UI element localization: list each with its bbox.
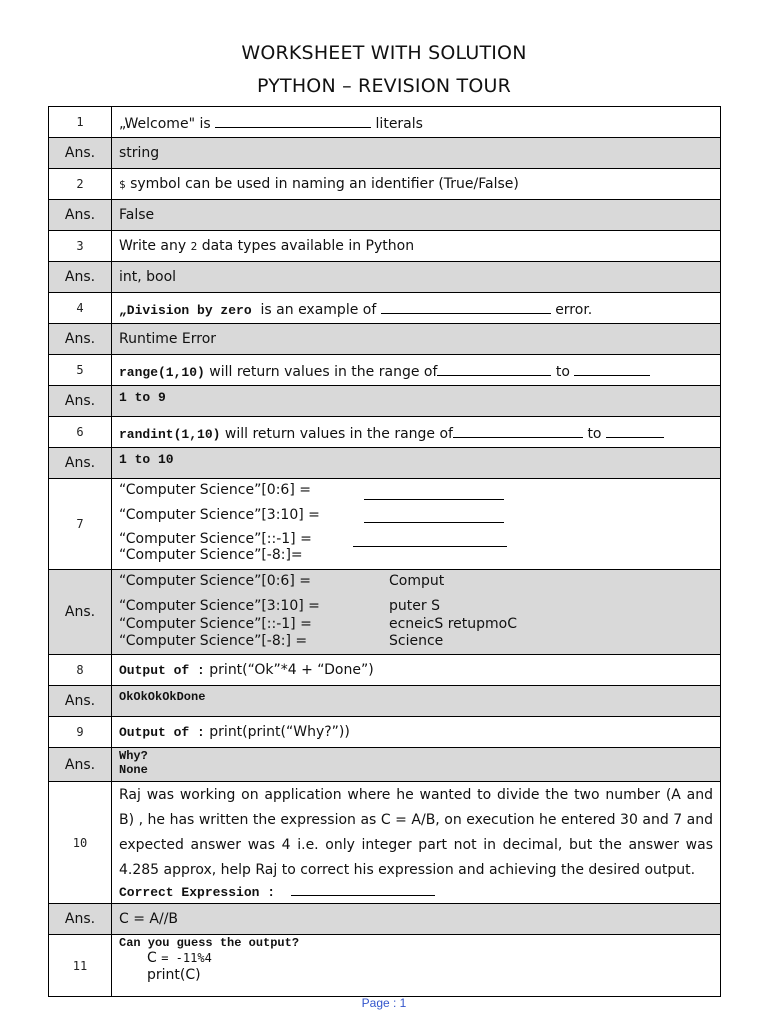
ans-label: Ans. (49, 324, 112, 355)
answer-row (49, 748, 721, 782)
question-text (112, 417, 721, 448)
question-text (112, 935, 721, 997)
answer-row (49, 570, 721, 655)
answer-blank (291, 881, 435, 896)
answer-text (112, 570, 721, 655)
ans-label: Ans. (49, 448, 112, 479)
answer-row (49, 904, 721, 935)
question-number: 3 (49, 231, 112, 262)
q8-code: print(“Ok”*4 + “Done”) (209, 662, 374, 678)
answer-blank (453, 423, 583, 438)
guess-output-prompt: Can you guess the output? (119, 936, 300, 950)
question-row (49, 782, 721, 904)
question-row (49, 655, 721, 686)
question-text (112, 782, 721, 904)
correct-expression-label: Correct Expression : (119, 885, 276, 900)
q9-code: print(print(“Why?”)) (209, 724, 350, 740)
dollar-symbol: $ (119, 178, 126, 191)
ans-label: Ans. (49, 262, 112, 293)
code-line: print(C) (147, 967, 201, 983)
q5-mid: will return values in the range of (209, 363, 438, 380)
question-row (49, 355, 721, 386)
q3-pre: Write any (119, 238, 187, 254)
question-text (112, 355, 721, 386)
q1-post: literals (375, 115, 423, 132)
ans-label: Ans. (49, 138, 112, 169)
slice-expression: “Computer Science”[0:6] = (119, 573, 311, 589)
q3-count: 2 (190, 240, 198, 253)
slice-expression: “Computer Science”[3:10] = (119, 598, 320, 614)
ans-label: Ans. (49, 904, 112, 935)
answer-row (49, 686, 721, 717)
question-row (49, 293, 721, 324)
question-number: 1 (49, 107, 112, 138)
question-number: 7 (49, 479, 112, 570)
ans-label: Ans. (49, 686, 112, 717)
answer-row (49, 448, 721, 479)
q3-post: data types available in Python (201, 238, 415, 254)
q4-post: error. (555, 301, 593, 318)
slice-expression: “Computer Science”[-8:] = (119, 633, 308, 649)
worksheet-title: WORKSHEET WITH SOLUTION (241, 42, 527, 64)
slice-expression: “Computer Science”[::-1] = (119, 531, 312, 547)
question-text (112, 231, 721, 262)
question-number: 6 (49, 417, 112, 448)
ans-label: Ans. (49, 748, 112, 782)
answer-blank (215, 113, 371, 128)
slice-expression: “Computer Science”[3:10] = (119, 507, 320, 523)
answer-row (49, 138, 721, 169)
q6-code: randint(1,10) (119, 426, 221, 442)
slice-expression: “Computer Science”[::-1] = (119, 616, 312, 632)
question-row (49, 417, 721, 448)
question-text (112, 655, 721, 686)
question-text (112, 479, 721, 570)
answer-text: C = A//B (112, 904, 721, 935)
answer-blank (364, 522, 504, 523)
answer-line: Why? (119, 749, 148, 763)
worksheet-table (48, 106, 721, 997)
code-expr: = -11%4 (161, 951, 212, 965)
answer-text: 1 to 9 (112, 386, 721, 417)
answer-text: False (112, 200, 721, 231)
slice-expression: “Computer Science”[-8:]= (119, 547, 303, 563)
question-number: 4 (49, 293, 112, 324)
ans-label: Ans. (49, 200, 112, 231)
question-text (112, 107, 721, 138)
question-row (49, 717, 721, 748)
answer-blank (364, 499, 504, 500)
question-text (112, 293, 721, 324)
question-number: 5 (49, 355, 112, 386)
answer-line: None (119, 763, 148, 777)
answer-row (49, 386, 721, 417)
page-number: Page : 1 (361, 996, 407, 1010)
answer-text: string (112, 138, 721, 169)
slice-result: ecneicS retupmoC (389, 616, 518, 632)
question-number: 2 (49, 169, 112, 200)
answer-row (49, 324, 721, 355)
question-row (49, 169, 721, 200)
slice-result: puter S (389, 598, 440, 614)
question-row (49, 479, 721, 570)
question-number: 8 (49, 655, 112, 686)
answer-text: 1 to 10 (112, 448, 721, 479)
output-of-label: Output of : (119, 663, 205, 678)
q4-mid: is an example of (260, 301, 377, 318)
answer-row (49, 262, 721, 293)
question-row (49, 107, 721, 138)
q1-pre: „Welcome" is (119, 115, 211, 132)
q4-code: „Division by zero (119, 302, 252, 318)
output-of-label: Output of : (119, 725, 205, 740)
question-row (49, 935, 721, 997)
answer-blank (606, 423, 664, 438)
question-number: 9 (49, 717, 112, 748)
answer-blank (381, 299, 551, 314)
q5-code: range(1,10) (119, 364, 205, 380)
q5-to: to (555, 363, 570, 380)
answer-text: int, bool (112, 262, 721, 293)
answer-row (49, 200, 721, 231)
answer-text: Runtime Error (112, 324, 721, 355)
question-paragraph: Raj was working on application where he wanted to divide the two number (A and B) , he has written the expression as C = A/B, on execution he entered 30 and 7 and expected answer was 4 i.e. only integer part not in decimal, but the answer was 4.285 approx, help Raj to correct his expression and achieving the desired output. (119, 787, 713, 878)
question-text (112, 717, 721, 748)
slice-result: Science (389, 633, 444, 649)
question-number: 11 (49, 935, 112, 997)
question-number: 10 (49, 782, 112, 904)
q2-text: symbol can be used in naming an identifier (True/False) (130, 176, 519, 192)
answer-text (112, 748, 721, 782)
q6-mid: will return values in the range of (224, 425, 453, 442)
answer-blank (574, 361, 650, 376)
code-var: C (147, 950, 157, 966)
ans-label: Ans. (49, 570, 112, 655)
question-text (112, 169, 721, 200)
slice-result: Comput (389, 573, 445, 589)
worksheet-subtitle: PYTHON – REVISION TOUR (256, 75, 512, 97)
answer-text: OkOkOkOkDone (112, 686, 721, 717)
slice-expression: “Computer Science”[0:6] = (119, 482, 311, 498)
question-row (49, 231, 721, 262)
answer-blank (437, 361, 551, 376)
ans-label: Ans. (49, 386, 112, 417)
q6-to: to (587, 425, 602, 442)
